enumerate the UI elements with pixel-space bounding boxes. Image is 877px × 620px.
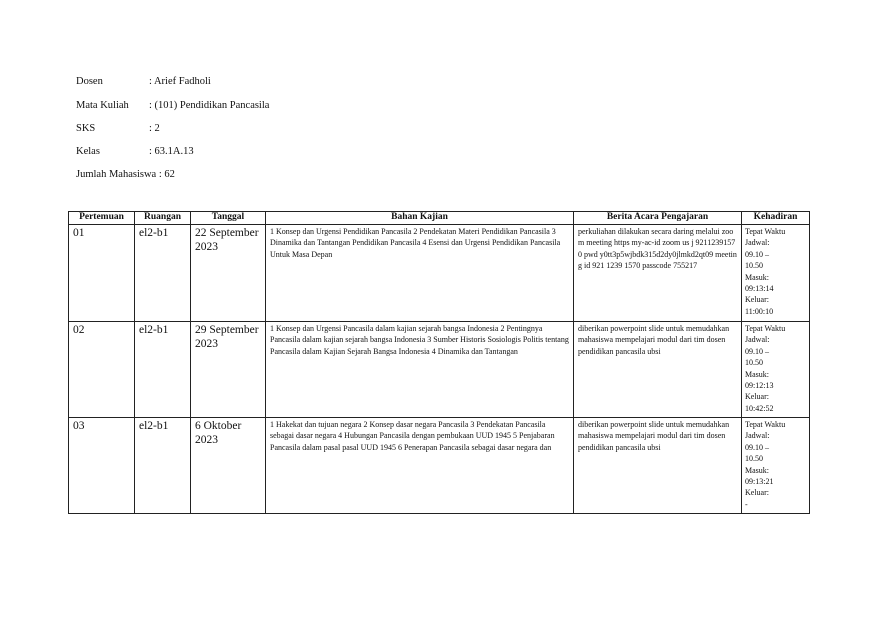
table-row <box>69 418 810 514</box>
info-value: : 63.1A.13 <box>149 146 194 157</box>
kehadiran-line: Masuk: <box>745 369 769 379</box>
kehadiran-line: Keluar: <box>745 295 769 305</box>
kehadiran-line: Masuk: <box>745 272 769 282</box>
kehadiran-line: Tepat Waktu <box>745 227 786 236</box>
berita-acara-cell: diberikan powerpoint slide untuk memudahkan mahasiswa mempelajari modul dari tim dosen pendidikan pancasila ubsi <box>574 322 742 418</box>
tanggal-cell: 6 Oktober 2023 <box>191 418 266 514</box>
kehadiran-line: Jadwal: <box>745 335 770 345</box>
table-row <box>69 225 810 322</box>
pertemuan-cell: 03 <box>69 418 135 514</box>
berita-acara-cell: diberikan powerpoint slide untuk memudahkan mahasiswa mempelajari modul dari tim dosen pendidikan pancasila ubsi <box>574 418 742 514</box>
kehadiran-line: 10.50 <box>745 261 763 271</box>
kehadiran-line: 10:42:52 <box>745 403 774 413</box>
attendance-table <box>68 211 810 514</box>
table-row <box>69 322 810 418</box>
ruangan-cell: el2-b1 <box>135 322 191 418</box>
berita-acara-cell: perkuliahan dilakukan secara daring melalui zoom meeting https my-ac-id zoom us j 92112391570 pwd y0tt3p5wjbdk315d2dy0jlmkd2qt09 meeting id 921 1239 1570 passcode 755217 <box>574 225 742 322</box>
kehadiran-line: 09:13:14 <box>745 284 774 294</box>
pertemuan-cell: 01 <box>69 225 135 322</box>
info-label: SKS <box>76 123 96 134</box>
bahan-kajian-cell: 1 Hakekat dan tujuan negara 2 Konsep dasar negara Pancasila 3 Pendekatan Pancasila sebagai dasar negara 4 Hubungan Pancasila dengan pembukaan UUD 1945 5 Penjabaran Pancasila dalam pasal pasal UUD 1945 6 Penerapan Pancasila sebagai dasar negara dan <box>266 418 574 514</box>
info-value: : (101) Pendidikan Pancasila <box>149 100 270 111</box>
kehadiran-line: Keluar: <box>745 488 769 498</box>
kehadiran-line: 10.50 <box>745 358 763 368</box>
info-label: Mata Kuliah <box>76 100 129 111</box>
column-header: Pertemuan <box>69 212 135 225</box>
column-header: Berita Acara Pengajaran <box>574 212 742 225</box>
kehadiran-line: Tepat Waktu <box>745 420 786 429</box>
kehadiran-line: Masuk: <box>745 465 769 475</box>
tanggal-cell: 29 September 2023 <box>191 322 266 418</box>
kehadiran-line: - <box>745 499 748 509</box>
kehadiran-line: 11:00:10 <box>745 306 774 316</box>
kehadiran-cell <box>742 322 810 418</box>
info-value: : 2 <box>149 123 160 134</box>
kehadiran-line: Tepat Waktu <box>745 324 786 333</box>
kehadiran-line: Jadwal: <box>745 238 770 248</box>
info-label: Kelas <box>76 146 100 157</box>
ruangan-cell: el2-b1 <box>135 418 191 514</box>
kehadiran-line: 09.10 – <box>745 346 769 356</box>
column-header: Kehadiran <box>742 212 810 225</box>
kehadiran-line: Jadwal: <box>745 431 770 441</box>
bahan-kajian-cell: 1 Konsep dan Urgensi Pancasila dalam kajian sejarah bangsa Indonesia 2 Pentingnya Pancasila dalam kajian sejarah bangsa Indonesia 3 Sumber Historis Sosiologis Politis tentang Pancasila dalam Kajian Sejarah Bangsa Indonesia 4 Dinamika dan Tantangan <box>266 322 574 418</box>
column-header: Ruangan <box>135 212 191 225</box>
info-label: Dosen <box>76 76 103 87</box>
table-header-row <box>69 212 810 225</box>
kehadiran-line: Keluar: <box>745 392 769 402</box>
pertemuan-cell: 02 <box>69 322 135 418</box>
kehadiran-line: 10.50 <box>745 454 763 464</box>
kehadiran-line: 09:12:13 <box>745 381 774 391</box>
kehadiran-line: 09.10 – <box>745 442 769 452</box>
info-value: : Arief Fadholi <box>149 76 211 87</box>
column-header: Bahan Kajian <box>266 212 574 225</box>
ruangan-cell: el2-b1 <box>135 225 191 322</box>
kehadiran-line: 09.10 – <box>745 249 769 259</box>
tanggal-cell: 22 September 2023 <box>191 225 266 322</box>
column-header: Tanggal <box>191 212 266 225</box>
info-label: Jumlah Mahasiswa : 62 <box>76 169 175 180</box>
kehadiran-line: 09:13:21 <box>745 477 774 487</box>
kehadiran-cell <box>742 418 810 514</box>
kehadiran-cell <box>742 225 810 322</box>
bahan-kajian-cell: 1 Konsep dan Urgensi Pendidikan Pancasila 2 Pendekatan Materi Pendidikan Pancasila 3 Dinamika dan Tantangan Pendidikan Pancasila 4 Esensi dan Urgensi Pendidikan Pancasila Untuk Masa Depan <box>266 225 574 322</box>
